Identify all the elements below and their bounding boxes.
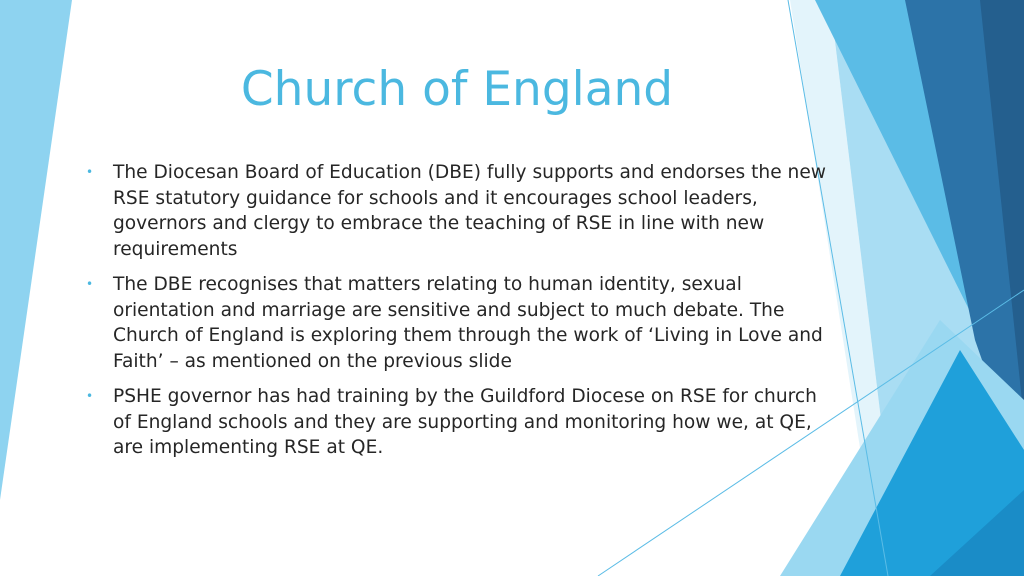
bullet-marker: • xyxy=(86,389,94,403)
bullet-item xyxy=(80,160,840,262)
slide-title: Church of England xyxy=(240,62,674,117)
bullet-marker: • xyxy=(86,165,94,179)
bullet-item xyxy=(80,272,840,374)
bullet-text: PSHE governor has had training by the Guildford Diocese on RSE for church of England schools and they are supporting and monitoring how we, at QE, are implementing RSE at QE. xyxy=(113,386,817,458)
bullet-text: The DBE recognises that matters relating to human identity, sexual orientation and marriage are sensitive and subject to much debate. The Church of England is exploring them through the work of ‘Living in Love and Faith’ – as mentioned on the previous slide xyxy=(113,274,823,372)
bullet-list xyxy=(80,160,840,471)
bullet-text: The Diocesan Board of Education (DBE) fully supports and endorses the new RSE statutory guidance for schools and it encourages school leaders, governors and clergy to embrace the teaching of RSE in line with new requirements xyxy=(113,162,826,260)
bullet-marker: • xyxy=(86,277,94,291)
bullet-item xyxy=(80,384,840,461)
